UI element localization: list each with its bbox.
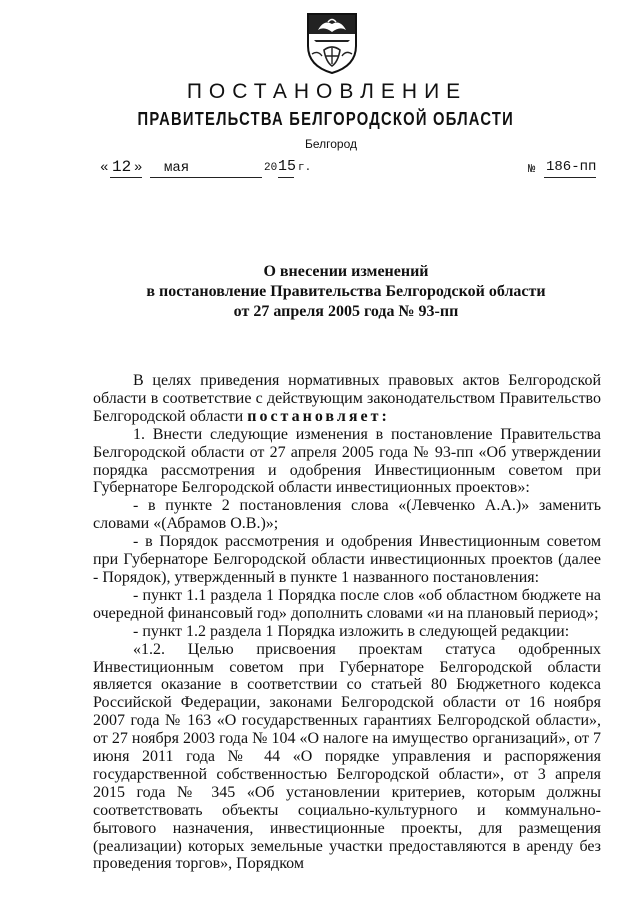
document-number: 186-пп (546, 159, 597, 175)
preamble-paragraph (93, 372, 601, 426)
date-month: мая (164, 160, 190, 176)
date-year-prefix: 20 (264, 162, 278, 174)
date-number-line (100, 160, 600, 180)
month-underline (150, 177, 262, 178)
date-year-suffix: 15 (278, 158, 297, 175)
document-title (0, 262, 640, 322)
day-underline (110, 177, 142, 178)
title-line-2: в постановление Правительства Белгородской области (146, 283, 546, 300)
date-close-quote: » (134, 160, 143, 176)
date-open-quote: « (100, 160, 109, 176)
resolves-word: постановляет: (247, 407, 390, 425)
title-line-1: О внесении изменений (263, 263, 429, 280)
date-day: 12 (112, 158, 132, 176)
number-underline (544, 177, 596, 178)
issuing-authority-heading: ПРАВИТЕЛЬСТВА БЕЛГОРОДСКОЙ ОБЛАСТИ (137, 109, 514, 129)
paragraph-amendment-2: - в Порядок рассмотрения и одобрения Инвестиционным советом при Губернаторе Белгородской области инвестиционных проектов (далее - Порядок), утвержденный в пункте 1 названного постановления: (93, 533, 601, 586)
paragraph-amendment-1: - в пункте 2 постановления слова «(Левченко А.А.)» заменить словами «(Абрамов О.В.)»; (93, 497, 601, 533)
document-type-heading: ПОСТАНОВЛЕНИЕ (186, 80, 468, 103)
paragraph-item-1: 1. Внести следующие изменения в постановление Правительства Белгородской области от 27 апреля 2005 года № 93-пп «Об утверждении порядка рассмотрения и одобрения Инвестиционным советом при Губернаторе Белгородской области инвестиционных проектов»: (93, 425, 601, 497)
paragraph-amendment-4: - пункт 1.2 раздела 1 Порядка изложить в следующей редакции: (133, 622, 570, 640)
title-line-3: от 27 апреля 2005 года № 93-пп (233, 303, 459, 320)
year-underline (278, 177, 294, 178)
date-year-unit: г. (298, 162, 312, 174)
paragraph-new-wording: «1.2. Целью присвоения проектам статуса одобренных Инвестиционным советом при Губернаторе Белгородской области является оказание в соответствии со статьей 80 Бюджетного кодекса Российской Федерации, законами Белгородской области от 16 ноября 2007 года № 163 «О государственных гарантиях Белгородской области», от 27 ноября 2003 года № 104 «О налоге на имущество организаций», от 7 июня 2011 года № 44 «О порядке управления и распоряжения государственной собственностью Белгородской области», от 3 апреля 2015 года № 345 «Об установлении критериев, которым должны соответствовать объекты социально-культурного и коммунально-бытового назначения, инвестиционные проекты, для размещения (реализации) которых земельные участки предоставляются в аренду без проведения торгов», Порядком (93, 640, 601, 873)
coat-of-arms-emblem (304, 10, 360, 76)
number-sign: № (528, 162, 536, 176)
city-label: Белгород (304, 137, 358, 151)
preamble-text: В целях приведения нормативных правовых актов Белгородской области в соответствие с действующим законодательством Правительство Белгородской области (93, 372, 601, 425)
document-body (93, 372, 601, 873)
paragraph-amendment-3: - пункт 1.1 раздела 1 Порядка после слов «об областном бюджете на очередной финансовый год» дополнить словами «и на плановый период»; (93, 586, 601, 622)
